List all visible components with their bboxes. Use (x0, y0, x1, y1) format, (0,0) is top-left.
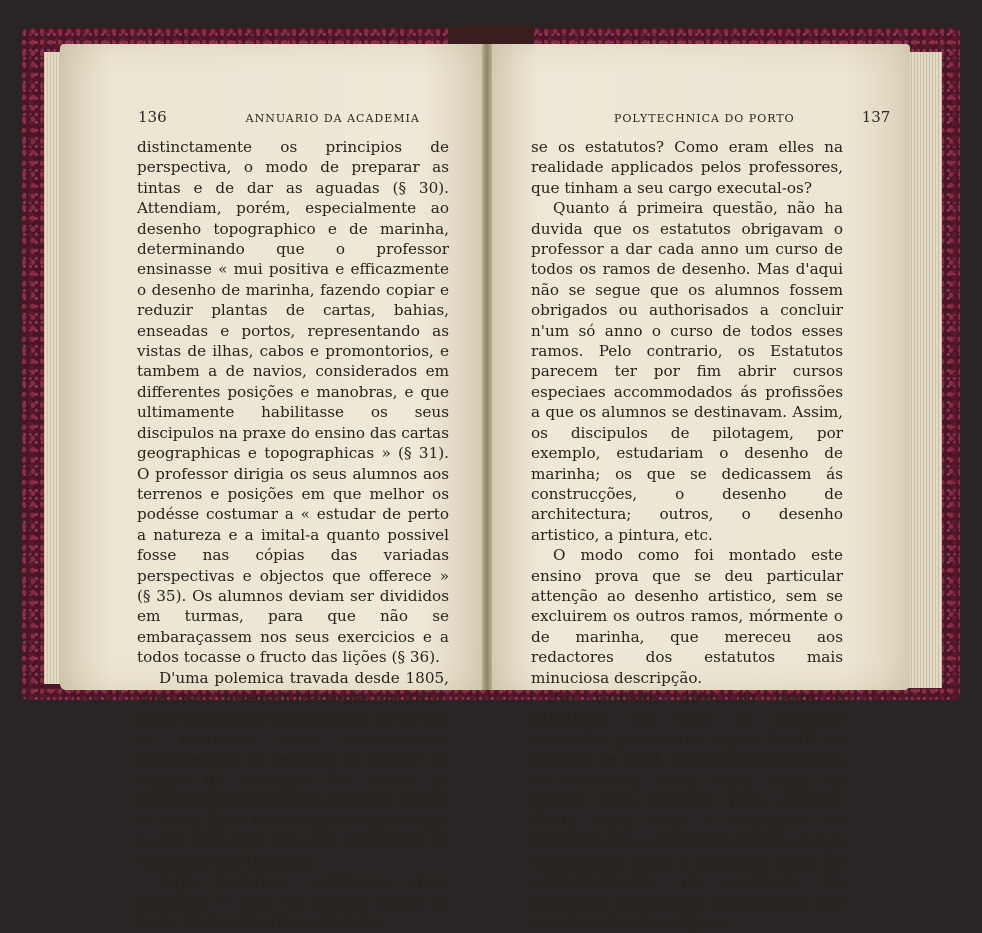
left-running-head: ANNUARIO DA ACADEMIA (245, 112, 420, 125)
paragraph: D'uma polemica travada desde 1805, mas mais desenvolvidamente em 1811, sobre a votação dos premios, vê-se que os estatutos eram diversamente interpretados a respeito da indole do ensino do desenho. Os lentes de mathematica entendiam que este ensino se devia fazer todo n'um só anno e que o seu principal fim era despertar as vocações dos alumnos. (137, 668, 450, 871)
right-running-head: POLYTECHNICA DO PORTO (614, 112, 795, 125)
paragraph: distinctamente os principios de perspectiva, o modo de preparar as tintas e de dar as aguadas (§ 30). Attendiam, porém, especialmente ao desenho topographico e de marinha, determinando que o professor ensinasse « mui positiva e efficazmente o desenho de marinha, fazendo copiar e reduzir plantas de cartas, bahias, enseadas e portos, representando as vistas de ilhas, cabos e promontorios, e tambem a de navios, considerados em differentes posições e manobras, e que ultimamente habilitasse os seus discipulos na praxe do ensino das cartas geographicas e topographicas » (§ 31). O professor dirigia os seus alumnos aos terrenos e posições em que melhor os podésse costumar a « estudar de perto a natureza e a imital-a quanto possivel fosse nas cópias das variadas perspectivas e objectos que offerece » (§ 35). Os alumnos deviam ser divididos em turmas, para que não se embaraçassem nos seus exercicios e a todos tocasse o fructo das lições (§ 36). (137, 138, 449, 667)
right-page-number: 137 (861, 108, 891, 126)
left-page-number: 136 (138, 108, 167, 126)
book-spine (448, 26, 534, 46)
paragraph: Na verdade, além do lente e substituto da aula de desenho nomeados por cartas regias de 18 de outubro de 1803, em conformidade com os estatutos, outra carta regia da mesma data nomeou para director d'esta aula, com o ordenado de 600$000 reis, a Francisco Vieira, que já conhecemos como o professor antes do estabelecimento da academia de marinha e commercio. Os estatutos não mencionam este cargo; e (531, 688, 843, 932)
right-page-text (531, 137, 843, 933)
left-page-header (138, 108, 420, 126)
paragraph: O modo como foi montado este ensino prova que se deu particular attenção ao desenho artistico, sem se excluirem os outros ramos, mórmente o de marinha, que mereceu aos redactores dos estatutos mais minuciosa descripção. (531, 546, 843, 687)
book-gutter (482, 44, 492, 690)
left-page-text (137, 137, 449, 933)
paragraph: Aqui poderiam ventilar-se duas questões — uma de direito, outra de facto. Como deveriam entender- (137, 872, 449, 932)
page-edges-right (906, 52, 942, 688)
paragraph: se os estatutos? Como eram elles na realidade applicados pelos professores, que tinham a seu cargo executal-os? (531, 138, 843, 197)
right-page-header (614, 108, 890, 126)
paragraph: Quanto á primeira questão, não ha duvida que os estatutos obrigavam o professor a dar cada anno um curso de todos os ramos de desenho. Mas d'aqui não se segue que os alumnos fossem obrigados ou authorisados a concluir n'um só anno o curso de todos esses ramos. Pelo contrario, os Estatutos parecem ter por fim abrir cursos especiaes accommodados ás profissões a que os alumnos se destinavam. Assim, os discipulos de pilotagem, por exemplo, estudariam o desenho de marinha; os que se dedicassem ás construcções, o desenho de architectura; outros, o desenho artistico, a pintura, etc. (531, 199, 843, 544)
